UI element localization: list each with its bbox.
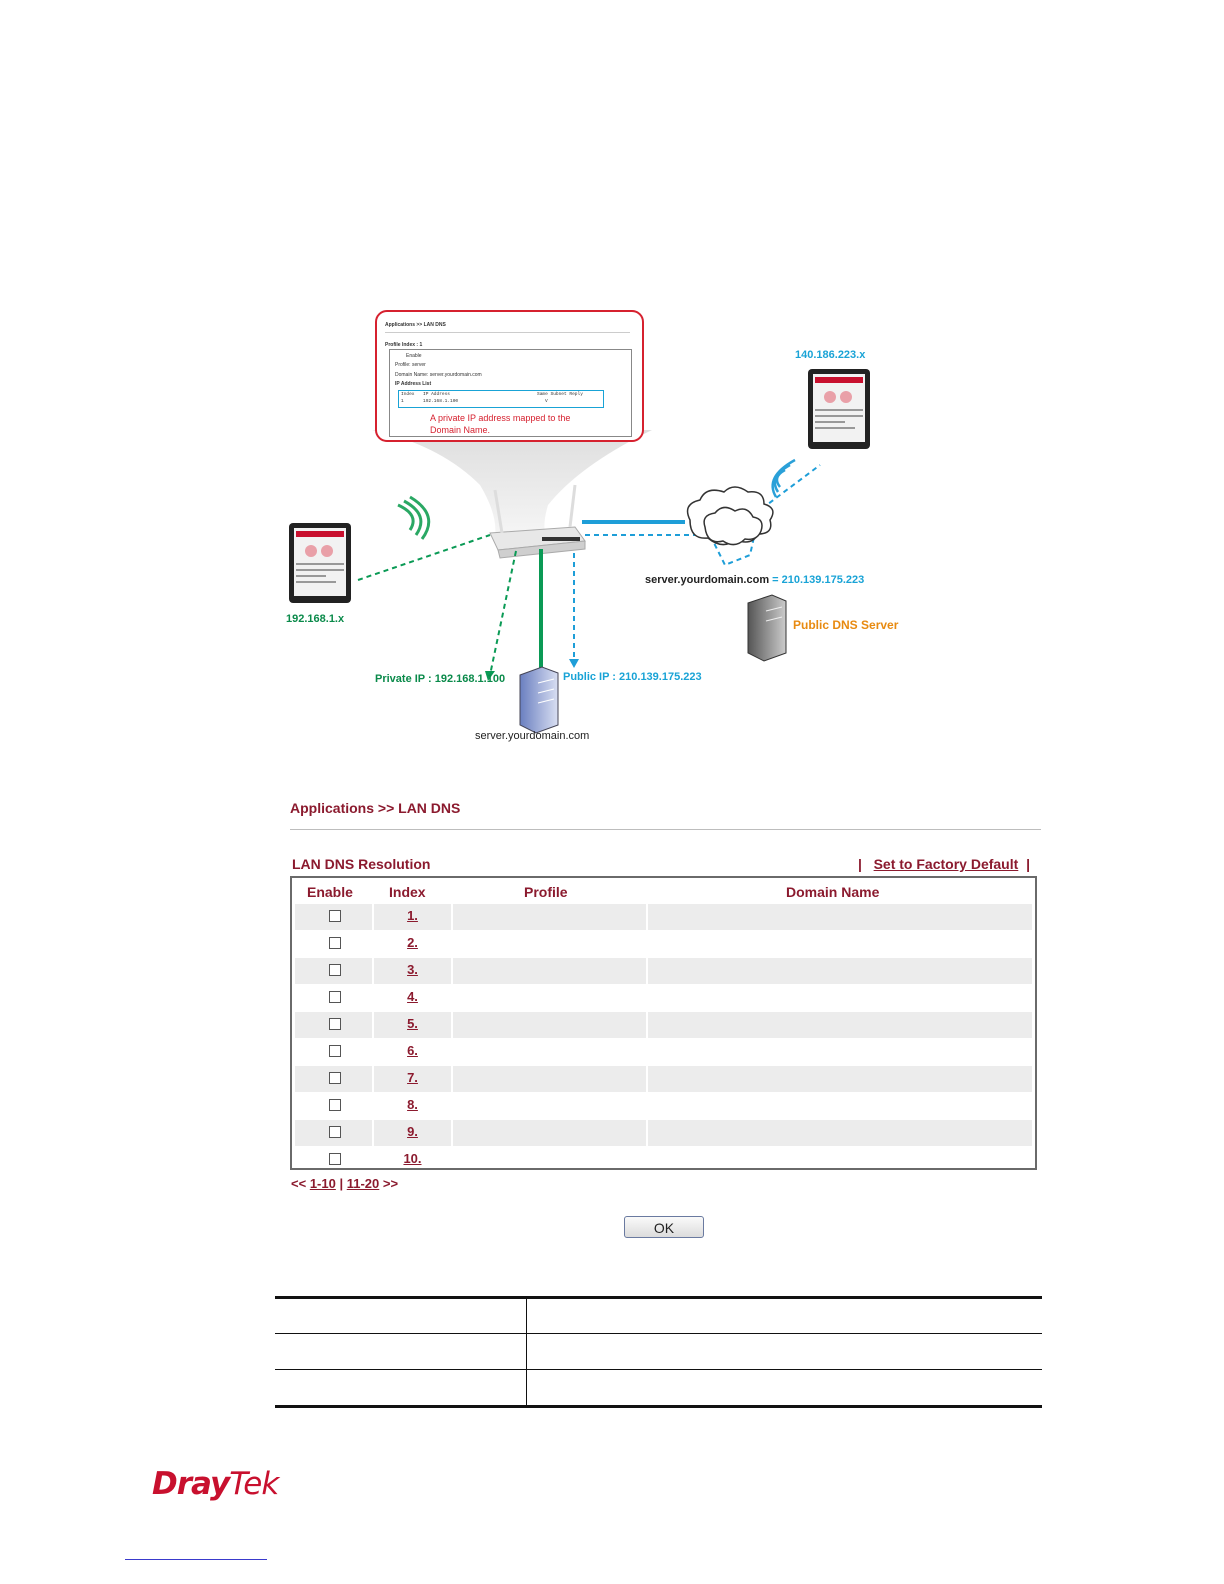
header-index: Index (389, 884, 426, 900)
separator: | (858, 856, 862, 872)
profile-cell (453, 985, 646, 1011)
ok-button[interactable]: OK (624, 1216, 704, 1238)
enable-checkbox[interactable] (329, 1126, 341, 1138)
factory-default-group (858, 856, 1030, 872)
enable-checkbox[interactable] (329, 1099, 341, 1111)
popup-row-ip: 192.168.1.100 (423, 399, 459, 404)
enable-checkbox[interactable] (329, 910, 341, 922)
domain-cell (648, 1039, 1032, 1065)
domain-cell (648, 1093, 1032, 1119)
popup-domain-label: Domain Name: (395, 372, 429, 378)
tablet-local-icon (289, 523, 351, 603)
local-ip-label: 192.168.1.x (286, 613, 345, 625)
profile-cell (453, 931, 646, 957)
network-diagram (280, 305, 920, 755)
pager-next[interactable]: >> (382, 1176, 399, 1191)
table-row (295, 931, 1032, 957)
public-ip-label: Public IP : 210.139.175.223 (563, 671, 702, 683)
header-profile: Profile (524, 884, 568, 900)
domain-cell (648, 985, 1032, 1011)
popup-col-same-subnet: Same Subnet Reply (537, 392, 583, 397)
index-link[interactable]: 4. (407, 989, 418, 1004)
popup-col-index: Index (401, 392, 415, 397)
internet-cloud-icon (688, 487, 773, 545)
dns-domain-label: server.yourdomain.com (645, 574, 770, 586)
table-row (295, 958, 1032, 984)
lan-dns-popup (375, 310, 644, 442)
popup-enable-label: Enable (406, 353, 422, 359)
header-enable: Enable (307, 884, 353, 900)
draytek-logo (152, 1466, 278, 1502)
enable-checkbox[interactable] (329, 991, 341, 1003)
logo-dray: Dray (152, 1466, 230, 1502)
separator: | (1026, 856, 1030, 872)
logo-tek: Tek (229, 1466, 279, 1502)
header-domain-name: Domain Name (786, 884, 880, 900)
popup-note-line1: A private IP address mapped to the (430, 413, 571, 423)
popup-profile-value: server (411, 362, 426, 368)
enable-checkbox[interactable] (329, 1018, 341, 1030)
index-link[interactable]: 1. (407, 908, 418, 923)
index-link[interactable]: 5. (407, 1016, 418, 1031)
public-dns-label: Public DNS Server (793, 618, 899, 632)
profile-cell (453, 1093, 646, 1119)
footer-line (125, 1559, 267, 1560)
pager-page-11-20[interactable]: 11-20 (346, 1176, 380, 1191)
popup-row-index: 1 (401, 399, 404, 404)
table-row (295, 1039, 1032, 1065)
profile-cell (453, 1066, 646, 1092)
index-link[interactable]: 2. (407, 935, 418, 950)
section-title: LAN DNS Resolution (292, 856, 431, 872)
enable-checkbox[interactable] (329, 1153, 341, 1165)
private-path (490, 551, 516, 675)
popup-ip-list-label: IP Address List (395, 381, 432, 387)
header-divider (290, 829, 1041, 830)
enable-checkbox[interactable] (329, 1072, 341, 1084)
domain-cell (648, 904, 1032, 930)
profile-cell (453, 958, 646, 984)
domain-cell (648, 931, 1032, 957)
domain-cell (648, 958, 1032, 984)
table-row (295, 904, 1032, 930)
profile-cell (453, 1012, 646, 1038)
domain-cell (648, 1120, 1032, 1146)
table-row (295, 1012, 1032, 1038)
popup-note-line2: Domain Name. (430, 425, 491, 435)
doc-table-row-rule (275, 1369, 1042, 1370)
page-breadcrumb: Applications >> LAN DNS (290, 800, 461, 816)
doc-table-top-rule (275, 1296, 1042, 1299)
pagination (291, 1176, 398, 1191)
enable-checkbox[interactable] (329, 1045, 341, 1057)
domain-cell (648, 1147, 1032, 1173)
profile-cell (453, 1039, 646, 1065)
popup-profile-label: Profile: (395, 362, 411, 368)
server-name-label: server.yourdomain.com (475, 730, 590, 742)
doc-table-bottom-rule (275, 1405, 1042, 1408)
index-link[interactable]: 9. (407, 1124, 418, 1139)
private-ip-label: Private IP : 192.168.1.100 (375, 673, 506, 685)
pager-prev[interactable]: << (291, 1176, 307, 1191)
domain-cell (648, 1012, 1032, 1038)
index-link[interactable]: 10. (403, 1151, 422, 1166)
table-row (295, 1147, 1032, 1173)
remote-ip-label: 140.186.223.x (795, 349, 866, 361)
table-row (295, 1066, 1032, 1092)
dns-public-ip-label: = 210.139.175.223 (772, 574, 865, 586)
table-row (295, 1120, 1032, 1146)
index-link[interactable]: 6. (407, 1043, 418, 1058)
dns-server-icon (748, 595, 786, 661)
popup-ip-table (398, 390, 604, 408)
popup-form-box (389, 349, 632, 437)
index-link[interactable]: 7. (407, 1070, 418, 1085)
popup-profile-index: Profile Index : 1 (385, 342, 423, 348)
profile-cell (453, 1147, 646, 1173)
wifi-waves-left (398, 497, 429, 539)
doc-table-column-divider (526, 1298, 527, 1406)
profile-cell (453, 904, 646, 930)
lan-server-icon (520, 667, 558, 733)
index-link[interactable]: 3. (407, 962, 418, 977)
lan-dns-table (290, 876, 1037, 1170)
profile-cell (453, 1120, 646, 1146)
index-link[interactable]: 8. (407, 1097, 418, 1112)
enable-checkbox[interactable] (329, 964, 341, 976)
popup-row-same-subnet: V (545, 399, 548, 404)
pager-page-1-10[interactable]: 1-10 (309, 1176, 336, 1191)
lan-wireless-path (358, 535, 490, 580)
popup-col-ip: IP Address (423, 392, 451, 397)
set-factory-default-link[interactable]: Set to Factory Default (873, 856, 1019, 872)
popup-breadcrumb: Applications >> LAN DNS (385, 322, 446, 328)
table-row (295, 1093, 1032, 1119)
domain-cell (648, 1066, 1032, 1092)
enable-checkbox[interactable] (329, 937, 341, 949)
popup-domain-value: server.yourdomain.com (429, 372, 482, 378)
table-row (295, 985, 1032, 1011)
tablet-remote-icon (808, 369, 870, 449)
doc-table-row-rule (275, 1333, 1042, 1334)
pager-separator: | (339, 1176, 344, 1191)
